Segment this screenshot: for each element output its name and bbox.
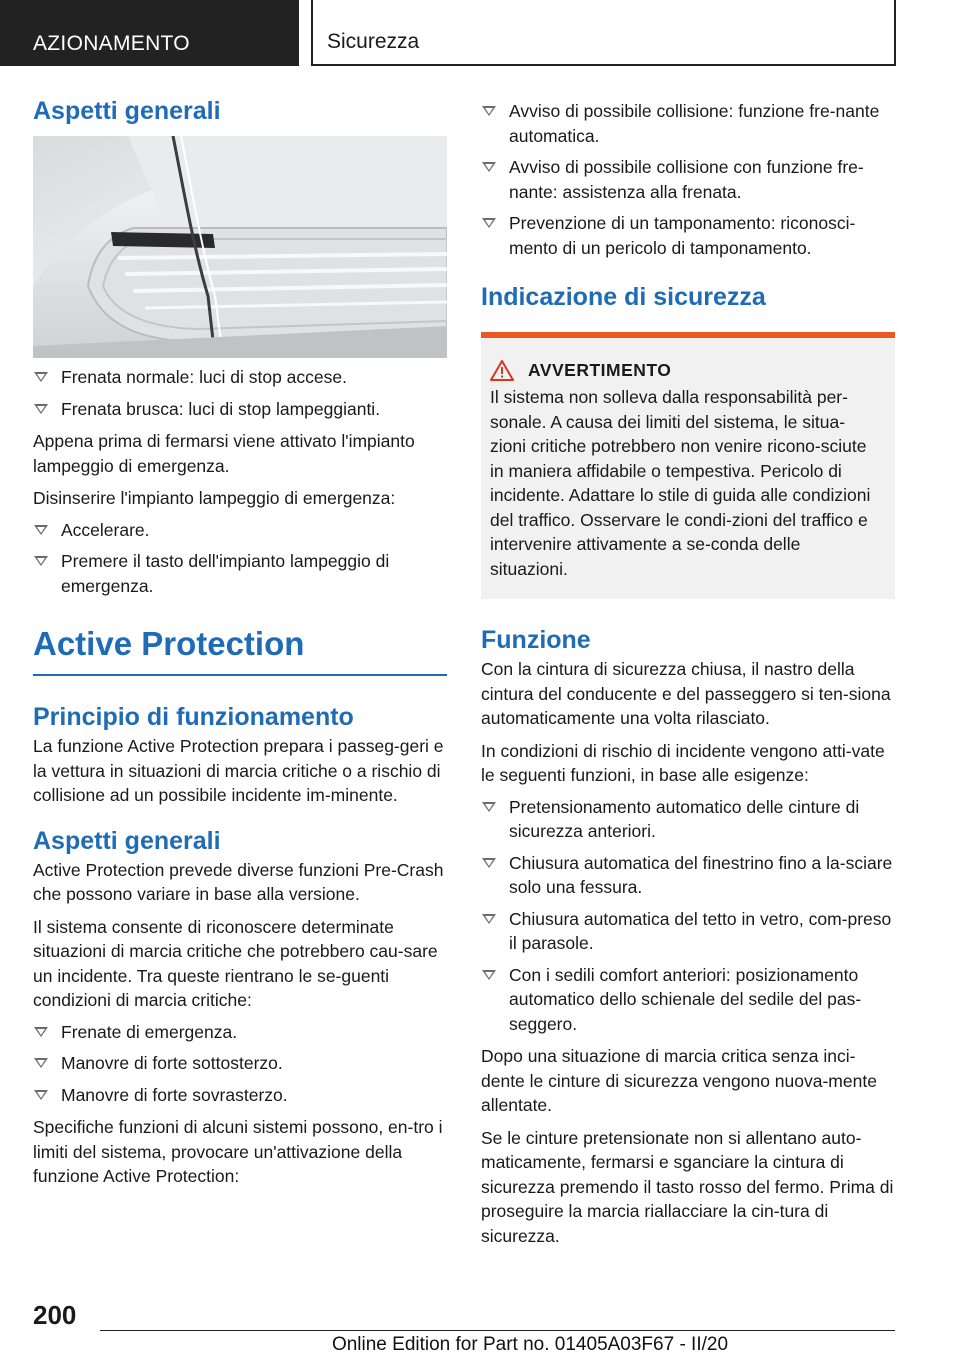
heading-aspetti-generali: Aspetti generali xyxy=(33,97,221,125)
warning-triangle-icon xyxy=(490,360,514,381)
list-item: Chiusura automatica del tetto in vetro, com-preso il parasole. xyxy=(481,907,895,956)
list-item: Chiusura automatica del finestrino fino a la-sciare solo una fessura. xyxy=(481,851,895,900)
chapter-tab xyxy=(311,0,896,66)
warning-text: Il sistema non solleva dalla responsabilità per-sonale. A causa dei limiti del sistema, le situa-zioni critiche potrebbero non venire ricono-sciute in maniera affidabile o tempestiva. Pericolo di incidente. Adattare lo stile di guida alle condizioni del traffico. Osservare le condi-zioni del traffico e intervenire attivamente a se-conda delle situazioni. xyxy=(490,387,871,579)
triangle-bullet-icon xyxy=(482,970,496,980)
critical-conditions-bullets xyxy=(33,1020,447,1108)
triangle-bullet-icon xyxy=(34,1027,48,1037)
heading-principio: Principio di funzionamento xyxy=(33,703,354,731)
heading-aspetti-generali-2: Aspetti generali xyxy=(33,826,221,855)
warning-title-row xyxy=(481,360,881,381)
system-bullets xyxy=(481,99,895,260)
paragraph: Appena prima di fermarsi viene attivato l'impianto lampeggio di emergenza. xyxy=(33,431,415,476)
paragraph: Con la cintura di sicurezza chiusa, il nastro della cintura del conducente e del passeggero si ten-siona automaticamente una volta rilasciato. xyxy=(481,659,891,728)
footer-rule xyxy=(100,1330,895,1331)
triangle-bullet-icon xyxy=(34,404,48,414)
heading-active-protection: Active Protection xyxy=(33,625,305,662)
triangle-bullet-icon xyxy=(482,218,496,228)
heading-rule xyxy=(33,674,447,676)
right-column xyxy=(481,96,895,1248)
paragraph: Il sistema consente di riconoscere determinate situazioni di marcia critiche che potrebbero cau-sare un incidente. Tra queste rientrano le se-guenti condizioni di marcia critiche: xyxy=(33,916,438,1010)
triangle-bullet-icon xyxy=(482,858,496,868)
triangle-bullet-icon xyxy=(34,1058,48,1068)
paragraph: Active Protection prevede diverse funzioni Pre-Crash che possono variare in base alla versione. xyxy=(33,859,444,904)
list-item: Premere il tasto dell'impianto lampeggio di emergenza. xyxy=(33,549,447,598)
triangle-bullet-icon xyxy=(482,106,496,116)
list-item: Accelerare. xyxy=(33,518,447,543)
triangle-bullet-icon xyxy=(34,1090,48,1100)
left-column xyxy=(33,96,447,1189)
taillight-image xyxy=(33,136,447,358)
footer-edition: Online Edition for Part no. 01405A03F67 - II/20 xyxy=(331,1334,729,1355)
triangle-bullet-icon xyxy=(482,914,496,924)
list-item: Manovre di forte sottosterzo. xyxy=(33,1051,447,1076)
list-item: Avviso di possibile collisione con funzione fre-nante: assistenza alla frenata. xyxy=(481,155,895,204)
list-item: Avviso di possibile collisione: funzione fre-nante automatica. xyxy=(481,99,895,148)
function-bullets xyxy=(481,795,895,1037)
triangle-bullet-icon xyxy=(482,802,496,812)
warning-box xyxy=(481,332,895,599)
list-item: Manovre di forte sovrasterzo. xyxy=(33,1083,447,1108)
list-item: Frenata brusca: luci di stop lampeggianti. xyxy=(33,397,447,422)
triangle-bullet-icon xyxy=(34,525,48,535)
light-bullets xyxy=(33,365,447,421)
list-item: Pretensionamento automatico delle cinture di sicurezza anteriori. xyxy=(481,795,895,844)
taillight-photo xyxy=(33,136,447,358)
heading-indicazione-sicurezza: Indicazione di sicurezza xyxy=(481,283,766,311)
warning-title: AVVERTIMENTO xyxy=(528,360,672,380)
paragraph: In condizioni di rischio di incidente vengono atti-vate le seguenti funzioni, in base alle esigenze: xyxy=(481,740,885,785)
triangle-bullet-icon xyxy=(482,162,496,172)
paragraph: Dopo una situazione di marcia critica senza inci-dente le cinture di sicurezza vengono nuova-mente allentate. xyxy=(481,1046,877,1115)
section-title: AZIONAMENTO xyxy=(33,32,190,55)
list-item: Con i sedili comfort anteriori: posizionamento automatico dello schienale del sedile del pas-seggero. xyxy=(481,963,895,1037)
list-item: Prevenzione di un tamponamento: riconosci-mento di un pericolo di tamponamento. xyxy=(481,211,895,260)
paragraph: Disinserire l'impianto lampeggio di emergenza: xyxy=(33,488,396,508)
chapter-title: Sicurezza xyxy=(327,30,420,53)
hazard-bullets xyxy=(33,518,447,599)
heading-funzione: Funzione xyxy=(481,626,591,654)
triangle-bullet-icon xyxy=(34,556,48,566)
paragraph: Se le cinture pretensionate non si allentano auto-maticamente, fermarsi e sganciare la cintura di sicurezza premendo il tasto rosso del fermo. Prima di proseguire la marcia riallacciare la cin-tura di sicurezza. xyxy=(481,1127,894,1246)
list-item: Frenate di emergenza. xyxy=(33,1020,447,1045)
paragraph: Specifiche funzioni di alcuni sistemi possono, en-tro i limiti del sistema, provocare un'attivazione della funzione Active Protection: xyxy=(33,1117,443,1186)
triangle-bullet-icon xyxy=(34,372,48,382)
page-number: 200 xyxy=(33,1300,77,1330)
paragraph: La funzione Active Protection prepara i passeg-geri e la vettura in situazioni di marcia critiche o a rischio di collisione ad un possibile incidente im-minente. xyxy=(33,736,444,805)
section-tab xyxy=(0,0,299,66)
list-item: Frenata normale: luci di stop accese. xyxy=(33,365,447,390)
